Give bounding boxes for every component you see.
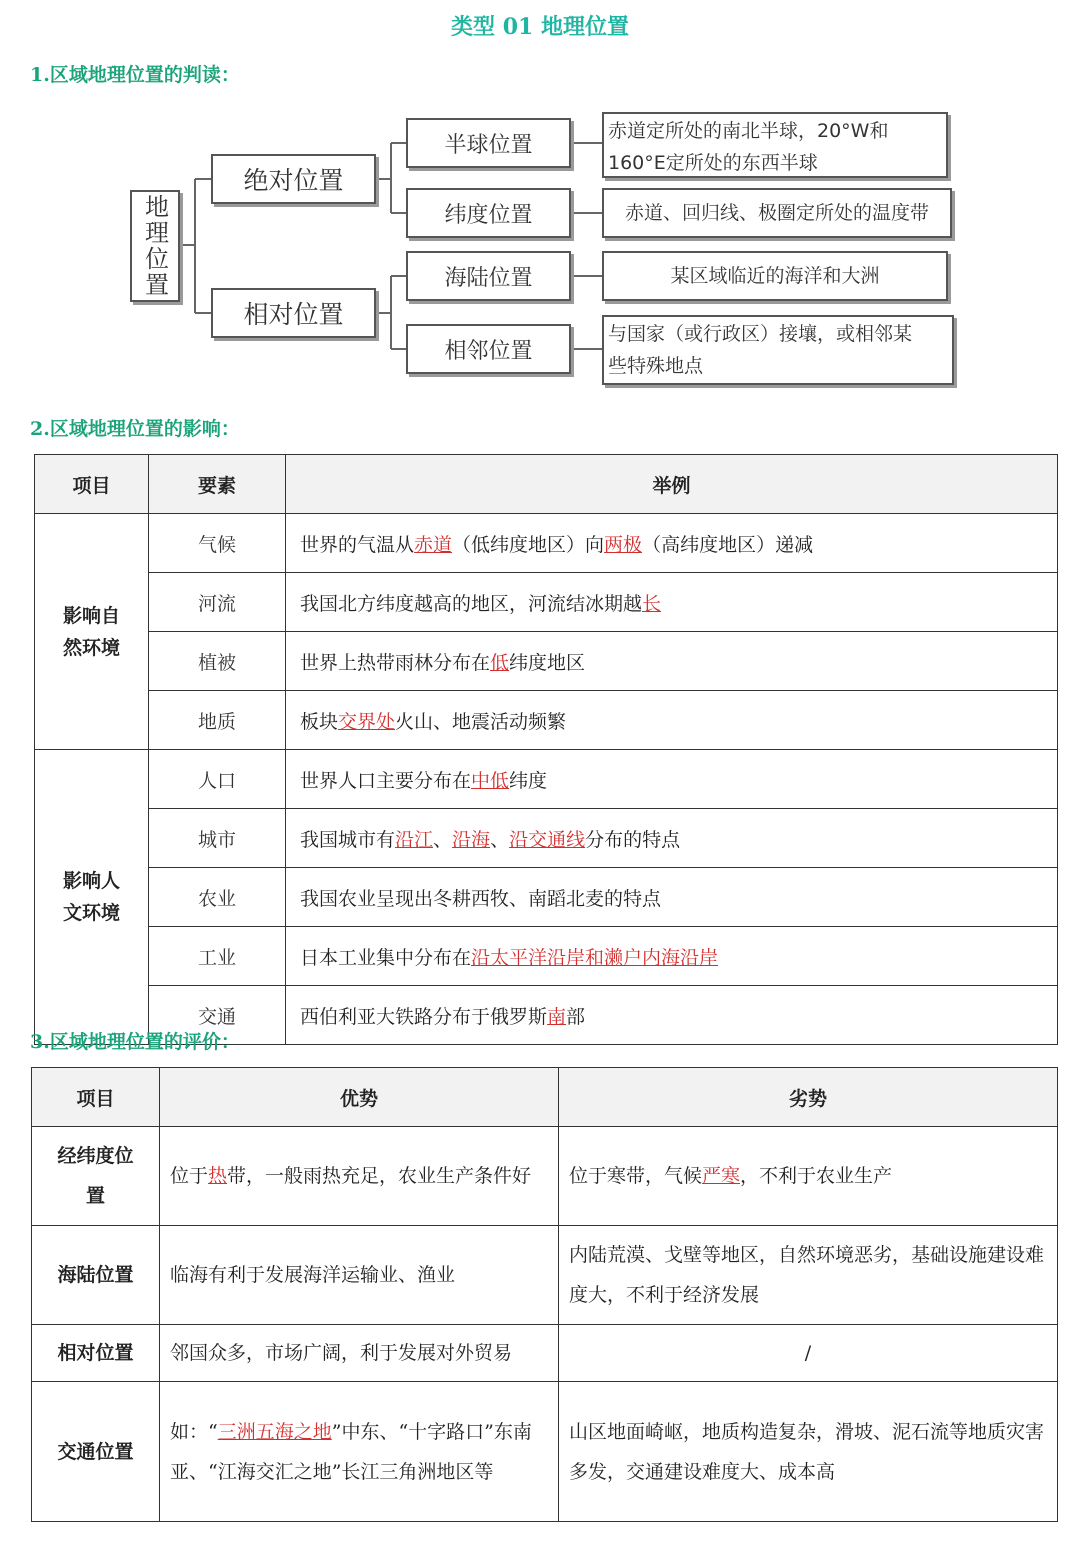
hemisphere-description-line-1: 赤道定所处的南北半球，20°W和 — [608, 120, 889, 142]
natural-label-line-2: 然环境 — [62, 636, 120, 659]
table-row — [35, 691, 1058, 750]
section-2-heading: 2.区域地理位置的影响： — [30, 418, 240, 440]
absolute-position-node: 绝对位置 — [211, 154, 376, 204]
advantage-cell: 如：“三洲五海之地”中东、“十字路口”东南亚、“江海交汇之地”长江三角洲地区等 — [160, 1382, 559, 1522]
header-element: 要素 — [149, 455, 286, 514]
section-1-heading: 1.区域地理位置的判读： — [30, 64, 240, 86]
example-cell: 我国农业呈现出冬耕西牧、南蹈北麦的特点 — [286, 868, 1058, 927]
item-cell: 交通位置 — [32, 1382, 160, 1522]
header-disadvantage: 劣势 — [559, 1068, 1058, 1127]
natural-label-line-1: 影响自 — [62, 604, 120, 627]
item-line-1: 经纬度位 — [57, 1145, 134, 1167]
disadvantage-cell: 山区地面崎岖，地质构造复杂，滑坡、泥石流等地质灾害多发，交通建设难度大、成本高 — [559, 1382, 1058, 1522]
element-cell: 城市 — [149, 809, 286, 868]
item-cell: 海陆位置 — [32, 1226, 160, 1325]
sea-land-description: 某区域临近的海洋和大洲 — [602, 251, 948, 301]
item-line-2: 置 — [85, 1185, 105, 1207]
example-cell: 世界上热带雨林分布在低纬度地区 — [286, 632, 1058, 691]
sea-land-position-node: 海陆位置 — [406, 251, 571, 301]
influence-table — [34, 454, 1058, 1045]
disadvantage-cell: 位于寒带，气候严寒，不利于农业生产 — [559, 1127, 1058, 1226]
header-item: 项目 — [35, 455, 149, 514]
example-cell: 世界的气温从赤道（低纬度地区）向两极（高纬度地区）递减 — [286, 514, 1058, 573]
latitude-position-node: 纬度位置 — [406, 188, 571, 238]
example-cell: 我国北方纬度越高的地区，河流结冰期越长 — [286, 573, 1058, 632]
diagram-root-node: 地理位置 — [130, 190, 180, 302]
evaluation-table-header — [32, 1068, 1058, 1127]
disadvantage-cell: / — [559, 1325, 1058, 1382]
table-row — [32, 1382, 1058, 1522]
example-cell: 板块交界处火山、地震活动频繁 — [286, 691, 1058, 750]
adjacent-position-node: 相邻位置 — [406, 324, 571, 374]
example-cell: 西伯利亚大铁路分布于俄罗斯南部 — [286, 986, 1058, 1045]
example-cell: 我国城市有沿江、沿海、沿交通线分布的特点 — [286, 809, 1058, 868]
page-title: 类型 01 地理位置 — [451, 14, 629, 40]
table-row — [35, 809, 1058, 868]
item-cell — [32, 1127, 160, 1226]
element-cell: 气候 — [149, 514, 286, 573]
table-row — [35, 868, 1058, 927]
example-cell: 世界人口主要分布在中低纬度 — [286, 750, 1058, 809]
adjacent-description-line-1: 与国家（或行政区）接壤，或相邻某 — [608, 323, 913, 345]
element-cell: 工业 — [149, 927, 286, 986]
latitude-description: 赤道、回归线、极圈定所处的温度带 — [602, 188, 952, 238]
table-row — [35, 573, 1058, 632]
header-item: 项目 — [32, 1068, 160, 1127]
table-row — [35, 927, 1058, 986]
item-cell: 相对位置 — [32, 1325, 160, 1382]
table-row — [35, 514, 1058, 573]
advantage-cell: 临海有利于发展海洋运输业、渔业 — [160, 1226, 559, 1325]
adjacent-description-line-2: 些特殊地点 — [608, 355, 704, 377]
element-cell: 河流 — [149, 573, 286, 632]
adjacent-description — [602, 315, 954, 385]
natural-environment-label — [35, 514, 149, 750]
advantage-cell: 邻国众多，市场广阔，利于发展对外贸易 — [160, 1325, 559, 1382]
table-row — [32, 1127, 1058, 1226]
table-row — [35, 632, 1058, 691]
example-cell: 日本工业集中分布在沿太平洋沿岸和濑户内海沿岸 — [286, 927, 1058, 986]
evaluation-table — [31, 1067, 1058, 1522]
relative-position-node: 相对位置 — [211, 288, 376, 338]
table-row — [32, 1226, 1058, 1325]
hemisphere-description — [602, 112, 948, 178]
section-3-heading: 3.区域地理位置的评价： — [30, 1031, 240, 1053]
table-row — [35, 750, 1058, 809]
human-label-line-1: 影响人 — [62, 870, 120, 892]
human-label-line-2: 文环境 — [62, 902, 120, 924]
element-cell: 地质 — [149, 691, 286, 750]
element-cell: 植被 — [149, 632, 286, 691]
table-row — [32, 1325, 1058, 1382]
element-cell: 交通 — [149, 986, 286, 1045]
header-advantage: 优势 — [160, 1068, 559, 1127]
human-environment-label — [35, 750, 149, 1045]
hemisphere-description-line-2: 160°E定所处的东西半球 — [608, 152, 818, 174]
element-cell: 农业 — [149, 868, 286, 927]
advantage-cell: 位于热带，一般雨热充足，农业生产条件好 — [160, 1127, 559, 1226]
influence-table-header — [35, 455, 1058, 514]
header-example: 举例 — [286, 455, 1058, 514]
element-cell: 人口 — [149, 750, 286, 809]
disadvantage-cell: 内陆荒漠、戈壁等地区，自然环境恶劣，基础设施建设难度大，不利于经济发展 — [559, 1226, 1058, 1325]
hemisphere-position-node: 半球位置 — [406, 118, 571, 168]
